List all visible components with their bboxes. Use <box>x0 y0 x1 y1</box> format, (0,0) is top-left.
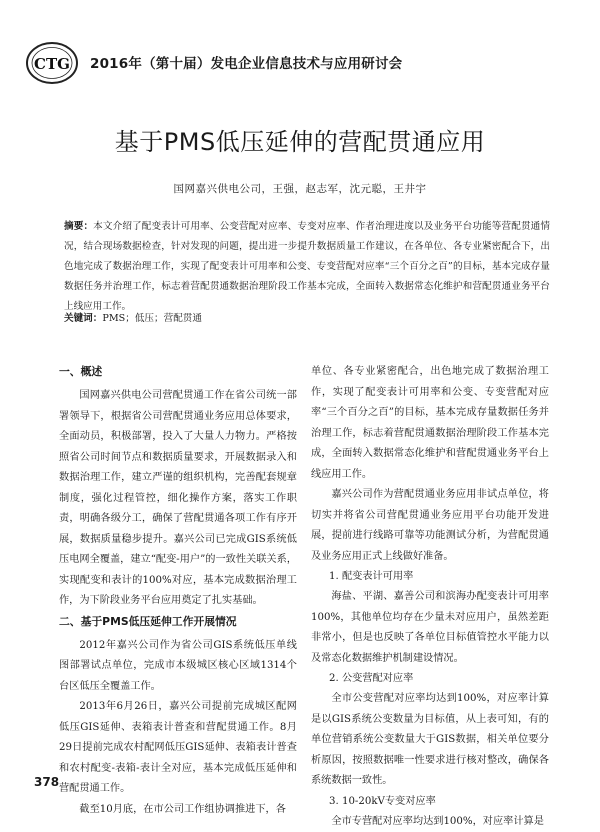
paragraph: 国网嘉兴供电公司营配贯通工作在省公司统一部署领导下，根据省公司营配贯通业务应用总体要求，全面动员，积极部署，投入了大量人力物力。严格按照省公司时间节点和数据质量要求，开展数据录入和数据治理工作，建立严谨的组织机构，完善配套规章制度，强化过程管控，细化操作方案，落实工作职责，明确各级分工，确保了营配贯通各项工作有序开展，数据质量稳步提升。嘉兴公司已完成GIS系统低压电网全覆盖，建立“配变-用户”的一致性关联关系，实现配变和表计的100%对应，基本完成数据治理工作，为下阶段业务平台应用奠定了扎实基础。 <box>59 386 297 612</box>
page-number: 378 <box>34 775 59 789</box>
abstract-label: 摘要： <box>64 221 93 232</box>
conference-title: 2016年（第十届）发电企业信息技术与应用研讨会 <box>90 52 402 72</box>
keywords-label: 关键词： <box>64 313 102 324</box>
svg-text:CTG: CTG <box>34 55 70 73</box>
paragraph: 2013年6月26日，嘉兴公司提前完成城区配网低压GIS延伸、表箱表计普查和营配贯通工作。8月29日提前完成农村配网低压GIS延伸、表箱表计普查和农村配变-表箱-表计全对应，基本完成低压延伸和营配贯通工作。 <box>59 697 297 800</box>
paragraph: 全市专营配对应率均达到100%，对应率计算是 <box>311 812 549 832</box>
paragraph: 截至10月底，在市公司工作组协调推进下，各 <box>59 800 297 821</box>
paragraph: 海盐、平湖、嘉善公司和滨海办配变表计可用率100%，其他单位均存在少量未对应用户，虽然差距非常小，但是也反映了各单位目标值管控水平能力以及常态化数据维护机制建设情况。 <box>311 587 549 669</box>
section-heading-overview: 一、概述 <box>59 362 297 382</box>
section-heading-pms: 二、基于PMS低压延伸工作开展情况 <box>59 612 297 632</box>
subsection-heading: 3. 10-20kV专变对应率 <box>311 792 549 812</box>
abstract <box>64 217 550 317</box>
right-column <box>311 362 549 832</box>
paragraph: 单位、各专业紧密配合，出色地完成了数据治理工作，实现了配变表计可用率和公变、专变营配对应率“三个百分之百”的目标，基本完成存量数据任务并治理工作，标志着营配贯通数据治理阶段工作基本完成，全面转入数据常态化维护和营配贯通业务平台上线应用工作。 <box>311 362 549 485</box>
keywords-text: PMS；低压；营配贯通 <box>102 313 202 324</box>
subsection-heading: 1. 配变表计可用率 <box>311 567 549 587</box>
abstract-text: 本文介绍了配变表计可用率、公变营配对应率、专变对应率、作者治理进度以及业务平台功能等营配贯通情况，结合现场数据检查，针对发现的问题，提出进一步提升数据质量工作建议，在各单位、各专业紧密配合下，出色地完成了数据治理工作，实现了配变表计可用率和公变、专变营配对应率“三个百分之百”的目标，基本完成存量数据任务并治理工作，标志着营配贯通数据治理阶段工作基本完成，全面转入数据常态化维护和营配贯通业务平台上线应用工作。 <box>64 221 550 312</box>
paragraph: 全市公变营配对应率均达到100%，对应率计算是以GIS系统公变数量为目标值，从上表可知，有的单位营销系统公变数量大于GIS数据，相关单位要分析原因，按照数据唯一性要求进行核对整改，确保各系统数据一致性。 <box>311 689 549 792</box>
subsection-heading: 2. 公变营配对应率 <box>311 669 549 689</box>
keywords <box>64 312 550 326</box>
paragraph: 嘉兴公司作为营配贯通业务应用非试点单位，将切实并将省公司营配贯通业务应用平台功能开发进展，提前进行线路可靠等功能测试分析，为营配贯通及业务应用正式上线做好准备。 <box>311 485 549 567</box>
conference-logo-icon <box>24 40 80 86</box>
left-column <box>59 362 297 820</box>
paragraph: 2012年嘉兴公司作为省公司GIS系统低压单线图部署试点单位，完成市本级城区核心区域1314个台区低压全覆盖工作。 <box>59 636 297 698</box>
paper-title: 基于PMS低压延伸的营配贯通应用 <box>0 122 600 157</box>
paper-authors: 国网嘉兴供电公司，王强，赵志军，沈元聪，王井宇 <box>0 181 600 196</box>
conference-header <box>24 40 576 80</box>
